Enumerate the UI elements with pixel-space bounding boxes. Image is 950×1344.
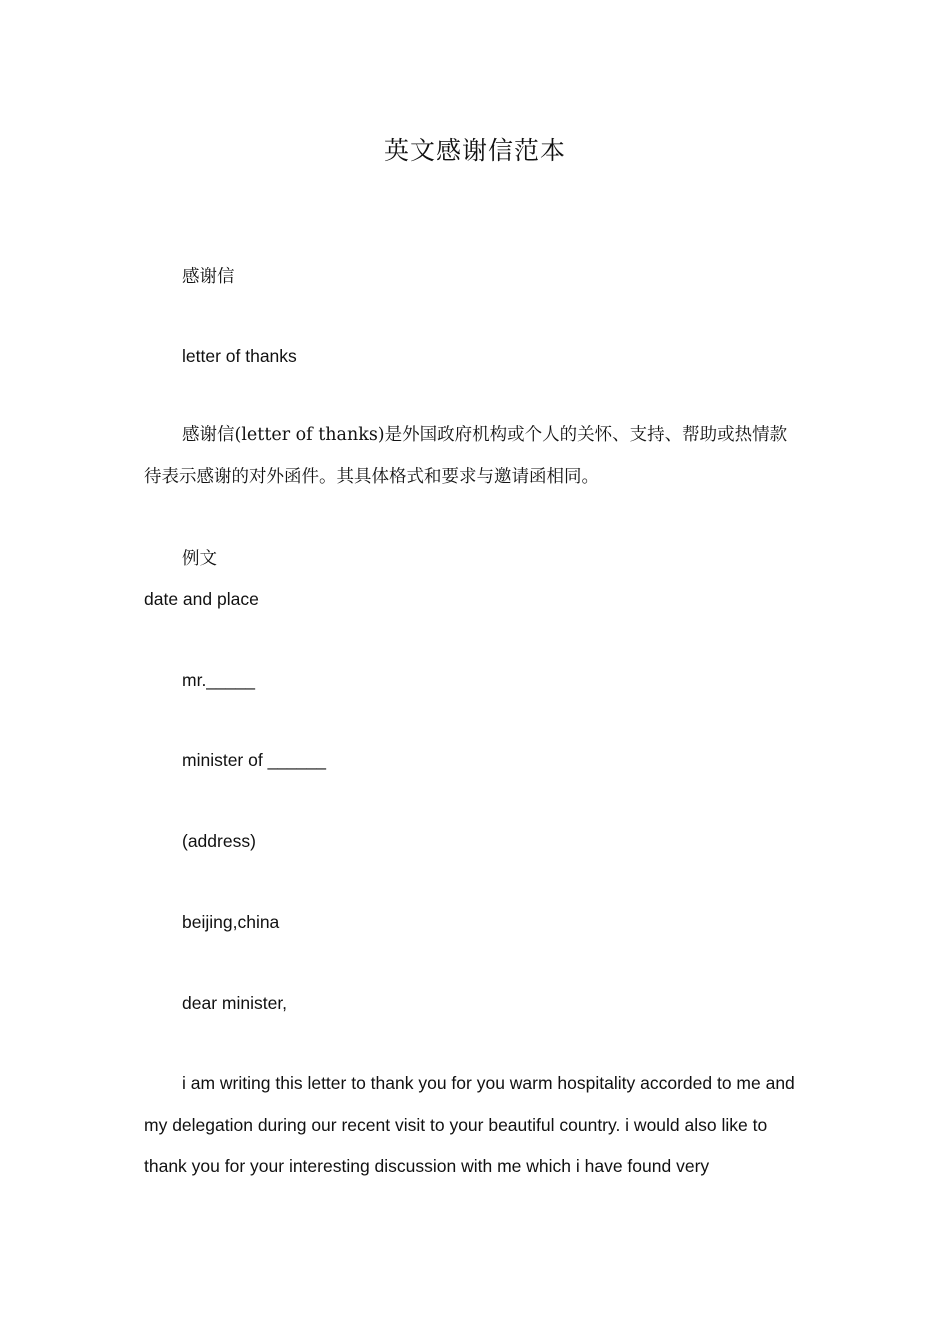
recipient-address: (address) bbox=[182, 831, 256, 851]
heading-english: letter of thanks bbox=[182, 346, 297, 366]
date-and-place: date and place bbox=[144, 589, 259, 609]
body-paragraph: i am writing this letter to thank you for you warm hospitality accorded to me and my delegation during our recent visit to your beautiful country. i would also like to thank you for your interesting discussion with me which i have found very bbox=[144, 1073, 795, 1176]
recipient-title: minister of ______ bbox=[182, 750, 326, 770]
intro-paragraph: 感谢信(letter of thanks)是外国政府机构或个人的关怀、支持、帮助或热情款待表示感谢的对外函件。其具体格式和要求与邀请函相同。 bbox=[144, 425, 788, 487]
recipient-city: beijing,china bbox=[182, 912, 280, 932]
document-title: 英文感谢信范本 bbox=[383, 136, 566, 165]
recipient-name: mr._____ bbox=[182, 670, 255, 690]
example-label: 例文 bbox=[182, 549, 217, 569]
heading-chinese: 感谢信 bbox=[182, 267, 235, 287]
salutation: dear minister, bbox=[182, 993, 288, 1013]
